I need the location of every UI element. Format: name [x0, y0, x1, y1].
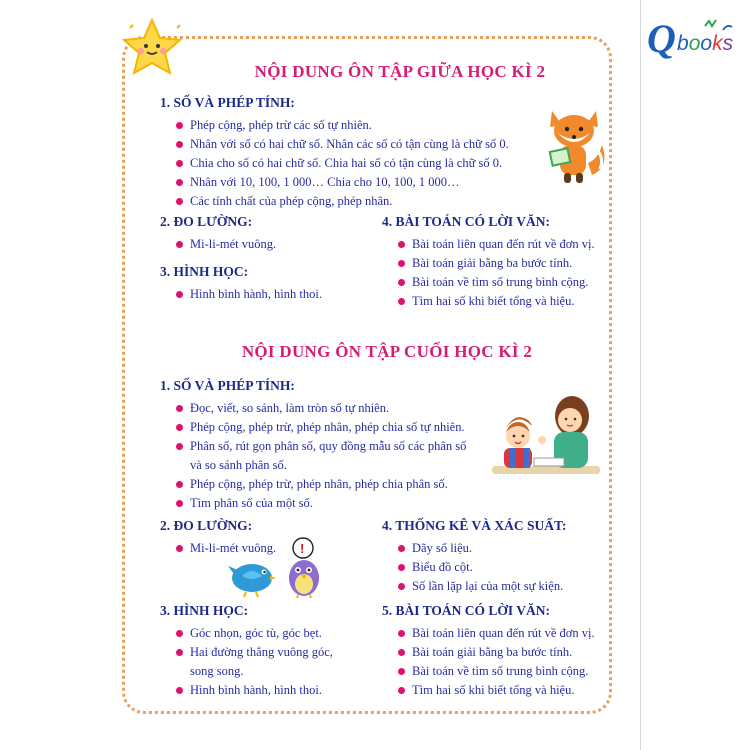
bullet-icon [398, 545, 405, 552]
list-item: Phép cộng, phép trừ các số tự nhiên. [160, 116, 509, 135]
bullet-icon [398, 649, 405, 656]
section-heading: 5. BÀI TOÁN CÓ LỜI VĂN: [382, 603, 551, 618]
bullet-icon [176, 545, 183, 552]
list-item: Góc nhọn, góc tù, góc bẹt. [160, 624, 333, 643]
list-item: Phép cộng, phép trừ, phép nhân, phép chia phân số. [160, 475, 466, 494]
list-item: Biểu đồ cột. [382, 558, 567, 577]
qbooks-logo [647, 14, 747, 64]
final-section-geometry [160, 603, 333, 700]
bullet-icon [176, 160, 183, 167]
mid-section-word-problems [382, 214, 595, 311]
bullet-icon [176, 500, 183, 507]
bullet-icon [398, 668, 405, 675]
bullet-icon [398, 298, 405, 305]
list-item: Mi-li-mét vuông. [160, 539, 276, 558]
list-item: Nhân với số có hai chữ số. Nhân các số có tận cùng là chữ số 0. [160, 135, 509, 154]
list-item: Tìm hai số khi biết tổng và hiệu. [382, 292, 595, 311]
list-item: Bài toán giải bằng ba bước tính. [382, 254, 595, 273]
list-item: Phân số, rút gọn phân số, quy đồng mẫu số các phân số và so sánh phân số. [160, 437, 466, 475]
bullet-icon [176, 405, 183, 412]
section-heading: 4. THỐNG KÊ VÀ XÁC SUẤT: [382, 518, 567, 533]
section-heading: 2. ĐO LƯỜNG: [160, 214, 253, 229]
bullet-icon [398, 564, 405, 571]
teacher-and-child-illustration [490, 388, 602, 485]
list-item: Bài toán về tìm số trung bình cộng. [382, 662, 595, 681]
svg-text:Q: Q [647, 16, 676, 61]
bullet-icon [176, 630, 183, 637]
bullet-icon [176, 198, 183, 205]
mid-section-measurement [160, 214, 276, 254]
list-item: Bài toán về tìm số trung bình cộng. [382, 273, 595, 292]
bullet-icon [176, 481, 183, 488]
list-item: Dãy số liệu. [382, 539, 567, 558]
bullet-icon [176, 241, 183, 248]
page-edge-divider [640, 0, 641, 750]
bullet-icon [176, 291, 183, 298]
bullet-icon [176, 179, 183, 186]
bullet-icon [176, 141, 183, 148]
list-item: Bài toán giải bằng ba bước tính. [382, 643, 595, 662]
final-section-statistics [382, 518, 567, 596]
list-item: Hình bình hành, hình thoi. [160, 285, 322, 304]
section-heading: 1. SỐ VÀ PHÉP TÍNH: [160, 95, 295, 110]
svg-text:!: ! [300, 541, 305, 556]
bullet-icon [398, 630, 405, 637]
list-item: Hai đường thẳng vuông góc, song song. [160, 643, 333, 681]
list-item: Phép cộng, phép trừ, phép nhân, phép chia số tự nhiên. [160, 418, 466, 437]
list-item: Bài toán liên quan đến rút về đơn vị. [382, 235, 595, 254]
final-section-numbers [160, 378, 466, 513]
bullet-icon [176, 122, 183, 129]
list-item: Chia cho số có hai chữ số. Chia hai số có tận cùng là chữ số 0. [160, 154, 509, 173]
list-item: Các tính chất của phép cộng, phép nhân. [160, 192, 509, 211]
list-item-continuation: và so sánh phân số. [190, 458, 287, 472]
section-heading: 3. HÌNH HỌC: [160, 264, 249, 279]
list-item: Tìm phân số của một số. [160, 494, 466, 513]
bullet-icon [176, 649, 183, 656]
bullet-icon [398, 279, 405, 286]
section-heading: 3. HÌNH HỌC: [160, 603, 249, 618]
list-item: Tìm hai số khi biết tổng và hiệu. [382, 681, 595, 700]
bullet-icon [176, 443, 183, 450]
mid-section-numbers [160, 95, 509, 211]
fox-reading-illustration [542, 105, 608, 192]
bullet-icon [176, 687, 183, 694]
bullet-icon [398, 260, 405, 267]
final-term-title: NỘI DUNG ÔN TẬP CUỐI HỌC KÌ 2 [241, 342, 533, 361]
list-item: Số lần lặp lại của một sự kiện. [382, 577, 567, 596]
bullet-icon [176, 424, 183, 431]
section-heading: 4. BÀI TOÁN CÓ LỜI VĂN: [382, 214, 551, 229]
svg-text:books: books [677, 32, 734, 55]
bullet-icon [398, 687, 405, 694]
section-heading: 1. SỐ VÀ PHÉP TÍNH: [160, 378, 295, 393]
section-heading: 2. ĐO LƯỜNG: [160, 518, 253, 533]
bullet-icon [398, 583, 405, 590]
final-section-word-problems [382, 603, 595, 700]
list-item-continuation: song song. [190, 664, 244, 678]
bullet-icon [398, 241, 405, 248]
list-item: Đọc, viết, so sánh, làm tròn số tự nhiên. [160, 399, 466, 418]
list-item: Hình bình hành, hình thoi. [160, 681, 333, 700]
list-item: Mi-li-mét vuông. [160, 235, 276, 254]
list-item: Bài toán liên quan đến rút về đơn vị. [382, 624, 595, 643]
birds-illustration [228, 536, 328, 603]
mid-section-geometry [160, 264, 322, 304]
mid-term-title: NỘI DUNG ÔN TẬP GIỮA HỌC KÌ 2 [254, 62, 546, 81]
list-item: Nhân với 10, 100, 1 000… Chia cho 10, 100, 1 000… [160, 173, 509, 192]
